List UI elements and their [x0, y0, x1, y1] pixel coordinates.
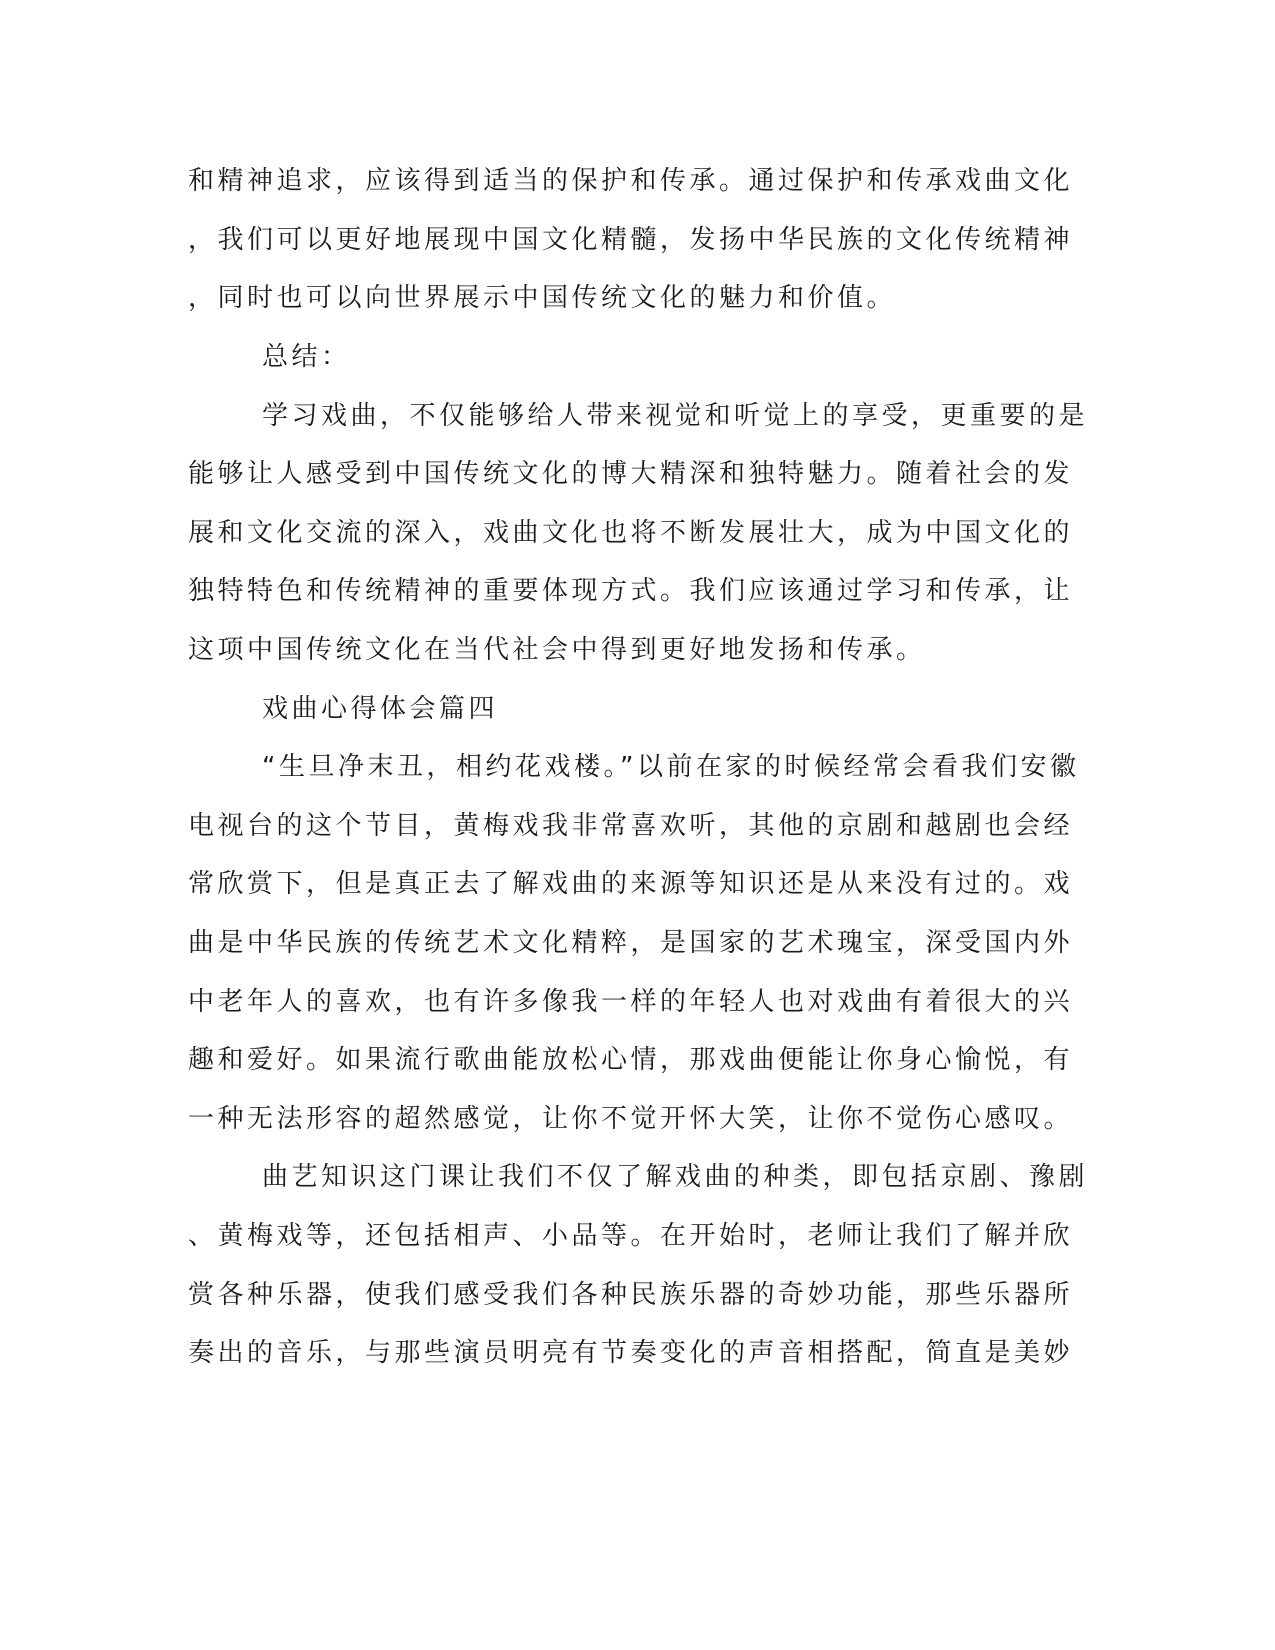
- section-heading-summary: 总结：: [262, 342, 351, 372]
- text-line: 独特特色和传统精神的重要体现方式。我们应该通过学习和传承，让: [188, 576, 1074, 606]
- text-line: 趣和爱好。如果流行歌曲能放松心情，那戏曲便能让你身心愉悦，有: [188, 1045, 1074, 1075]
- text-line: 中老年人的喜欢，也有许多像我一样的年轻人也对戏曲有着很大的兴: [188, 987, 1074, 1017]
- text-line: 能够让人感受到中国传统文化的博大精深和独特魅力。随着社会的发: [188, 459, 1074, 489]
- text-line: ，我们可以更好地展现中国文化精髓，发扬中华民族的文化传统精神: [188, 225, 1074, 255]
- text-line: 、黄梅戏等，还包括相声、小品等。在开始时，老师让我们了解并欣: [188, 1221, 1074, 1251]
- text-line: 学习戏曲，不仅能够给人带来视觉和听觉上的享受，更重要的是: [262, 401, 1089, 431]
- text-line: 曲是中华民族的传统艺术文化精粹，是国家的艺术瑰宝，深受国内外: [188, 928, 1074, 958]
- section-heading-part-four: 戏曲心得体会篇四: [262, 694, 499, 724]
- text-line: 电视台的这个节目，黄梅戏我非常喜欢听，其他的京剧和越剧也会经: [188, 811, 1074, 841]
- text-line: 一种无法形容的超然感觉，让你不觉开怀大笑，让你不觉伤心感叹。: [188, 1104, 1074, 1134]
- text-line: 奏出的音乐，与那些演员明亮有节奏变化的声音相搭配，简直是美妙: [188, 1338, 1074, 1368]
- text-line: 和精神追求，应该得到适当的保护和传承。通过保护和传承戏曲文化: [188, 166, 1074, 196]
- text-line: 展和文化交流的深入，戏曲文化也将不断发展壮大，成为中国文化的: [188, 518, 1074, 548]
- text-line: 常欣赏下，但是真正去了解戏曲的来源等知识还是从来没有过的。戏: [188, 869, 1074, 899]
- text-line: 曲艺知识这门课让我们不仅了解戏曲的种类，即包括京剧、豫剧: [262, 1162, 1089, 1192]
- text-line: 赏各种乐器，使我们感受我们各种民族乐器的奇妙功能，那些乐器所: [188, 1280, 1074, 1310]
- text-line: ，同时也可以向世界展示中国传统文化的魅力和价值。: [188, 283, 897, 313]
- text-line: 这项中国传统文化在当代社会中得到更好地发扬和传承。: [188, 635, 926, 665]
- text-line: “生旦净末丑，相约花戏楼。”以前在家的时候经常会看我们安徽: [262, 752, 1080, 782]
